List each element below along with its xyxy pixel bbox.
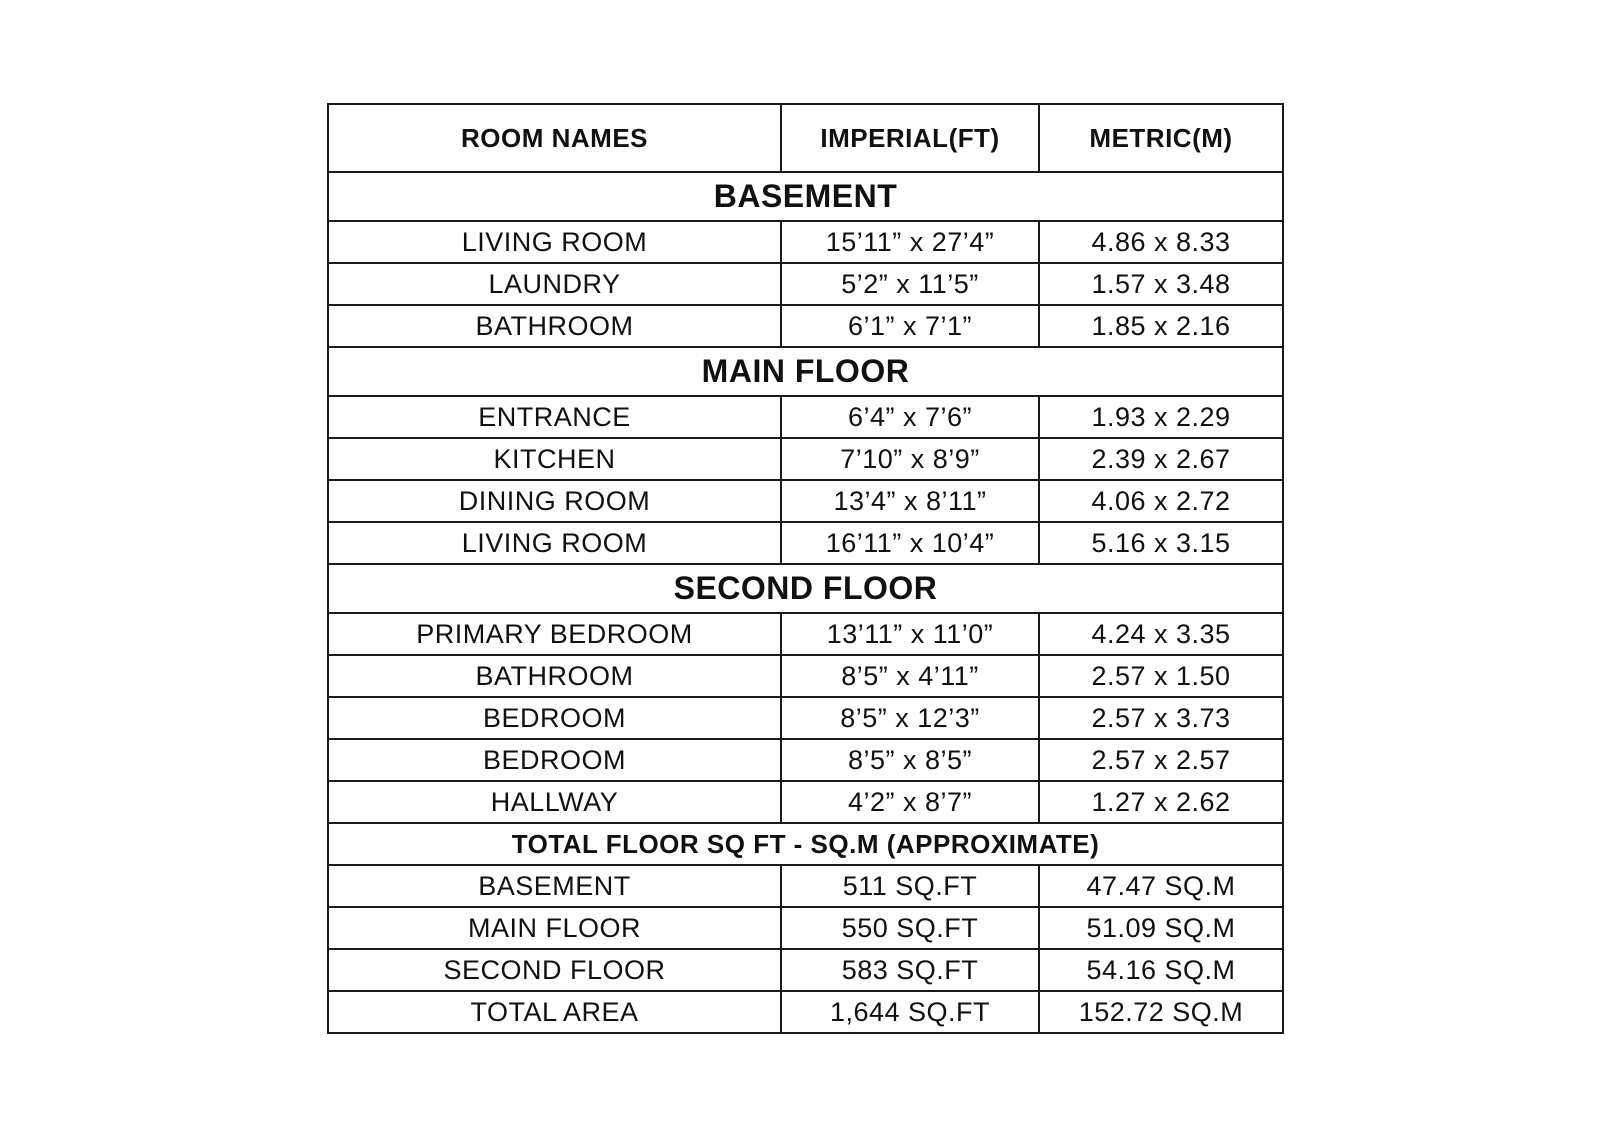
- room-metric: 4.06 x 2.72: [1039, 480, 1283, 522]
- totals-title-row: [328, 823, 1283, 865]
- room-imperial: 15’11” x 27’4”: [781, 221, 1039, 263]
- table-row: [328, 949, 1283, 991]
- header-imperial: IMPERIAL(FT): [781, 104, 1039, 172]
- table-row: [328, 991, 1283, 1033]
- room-metric: 4.24 x 3.35: [1039, 613, 1283, 655]
- table-row: [328, 480, 1283, 522]
- room-name: LIVING ROOM: [328, 221, 781, 263]
- table-row: [328, 781, 1283, 823]
- table-row: [328, 613, 1283, 655]
- room-imperial: 8’5” x 8’5”: [781, 739, 1039, 781]
- table-row: [328, 697, 1283, 739]
- table-row: [328, 739, 1283, 781]
- room-metric: 2.57 x 1.50: [1039, 655, 1283, 697]
- total-metric: 152.72 SQ.M: [1039, 991, 1283, 1033]
- section-title: MAIN FLOOR: [328, 347, 1283, 396]
- section-row-main-floor: [328, 347, 1283, 396]
- header-room-names: ROOM NAMES: [328, 104, 781, 172]
- table-row: [328, 263, 1283, 305]
- section-row-basement: [328, 172, 1283, 221]
- table-row: [328, 438, 1283, 480]
- header-metric: METRIC(M): [1039, 104, 1283, 172]
- total-metric: 51.09 SQ.M: [1039, 907, 1283, 949]
- room-metric: 4.86 x 8.33: [1039, 221, 1283, 263]
- room-metric: 2.57 x 3.73: [1039, 697, 1283, 739]
- table-row: [328, 305, 1283, 347]
- room-name: ENTRANCE: [328, 396, 781, 438]
- room-metric: 2.57 x 2.57: [1039, 739, 1283, 781]
- table-row: [328, 907, 1283, 949]
- room-imperial: 6’1” x 7’1”: [781, 305, 1039, 347]
- total-imperial: 550 SQ.FT: [781, 907, 1039, 949]
- total-name: TOTAL AREA: [328, 991, 781, 1033]
- room-metric: 1.27 x 2.62: [1039, 781, 1283, 823]
- room-name: PRIMARY BEDROOM: [328, 613, 781, 655]
- room-imperial: 7’10” x 8’9”: [781, 438, 1039, 480]
- table-row: [328, 396, 1283, 438]
- room-imperial: 6’4” x 7’6”: [781, 396, 1039, 438]
- room-metric: 1.93 x 2.29: [1039, 396, 1283, 438]
- total-imperial: 583 SQ.FT: [781, 949, 1039, 991]
- room-name: BATHROOM: [328, 305, 781, 347]
- room-metric: 5.16 x 3.15: [1039, 522, 1283, 564]
- section-title: BASEMENT: [328, 172, 1283, 221]
- total-metric: 47.47 SQ.M: [1039, 865, 1283, 907]
- table-row: [328, 221, 1283, 263]
- room-imperial: 4’2” x 8’7”: [781, 781, 1039, 823]
- total-name: MAIN FLOOR: [328, 907, 781, 949]
- total-name: SECOND FLOOR: [328, 949, 781, 991]
- room-imperial: 8’5” x 4’11”: [781, 655, 1039, 697]
- room-name: LAUNDRY: [328, 263, 781, 305]
- room-name: BATHROOM: [328, 655, 781, 697]
- room-name: KITCHEN: [328, 438, 781, 480]
- room-imperial: 13’11” x 11’0”: [781, 613, 1039, 655]
- room-imperial: 16’11” x 10’4”: [781, 522, 1039, 564]
- room-name: BEDROOM: [328, 697, 781, 739]
- room-dimensions-table: [327, 103, 1284, 1034]
- table-row: [328, 522, 1283, 564]
- totals-title: TOTAL FLOOR SQ FT - SQ.M (APPROXIMATE): [328, 823, 1283, 865]
- room-name: LIVING ROOM: [328, 522, 781, 564]
- room-metric: 1.57 x 3.48: [1039, 263, 1283, 305]
- section-title: SECOND FLOOR: [328, 564, 1283, 613]
- room-metric: 2.39 x 2.67: [1039, 438, 1283, 480]
- room-name: DINING ROOM: [328, 480, 781, 522]
- room-imperial: 8’5” x 12’3”: [781, 697, 1039, 739]
- table-row: [328, 655, 1283, 697]
- total-imperial: 511 SQ.FT: [781, 865, 1039, 907]
- table-header-row: [328, 104, 1283, 172]
- room-name: BEDROOM: [328, 739, 781, 781]
- room-name: HALLWAY: [328, 781, 781, 823]
- room-imperial: 5’2” x 11’5”: [781, 263, 1039, 305]
- total-imperial: 1,644 SQ.FT: [781, 991, 1039, 1033]
- total-metric: 54.16 SQ.M: [1039, 949, 1283, 991]
- room-imperial: 13’4” x 8’11”: [781, 480, 1039, 522]
- room-metric: 1.85 x 2.16: [1039, 305, 1283, 347]
- table-row: [328, 865, 1283, 907]
- section-row-second-floor: [328, 564, 1283, 613]
- total-name: BASEMENT: [328, 865, 781, 907]
